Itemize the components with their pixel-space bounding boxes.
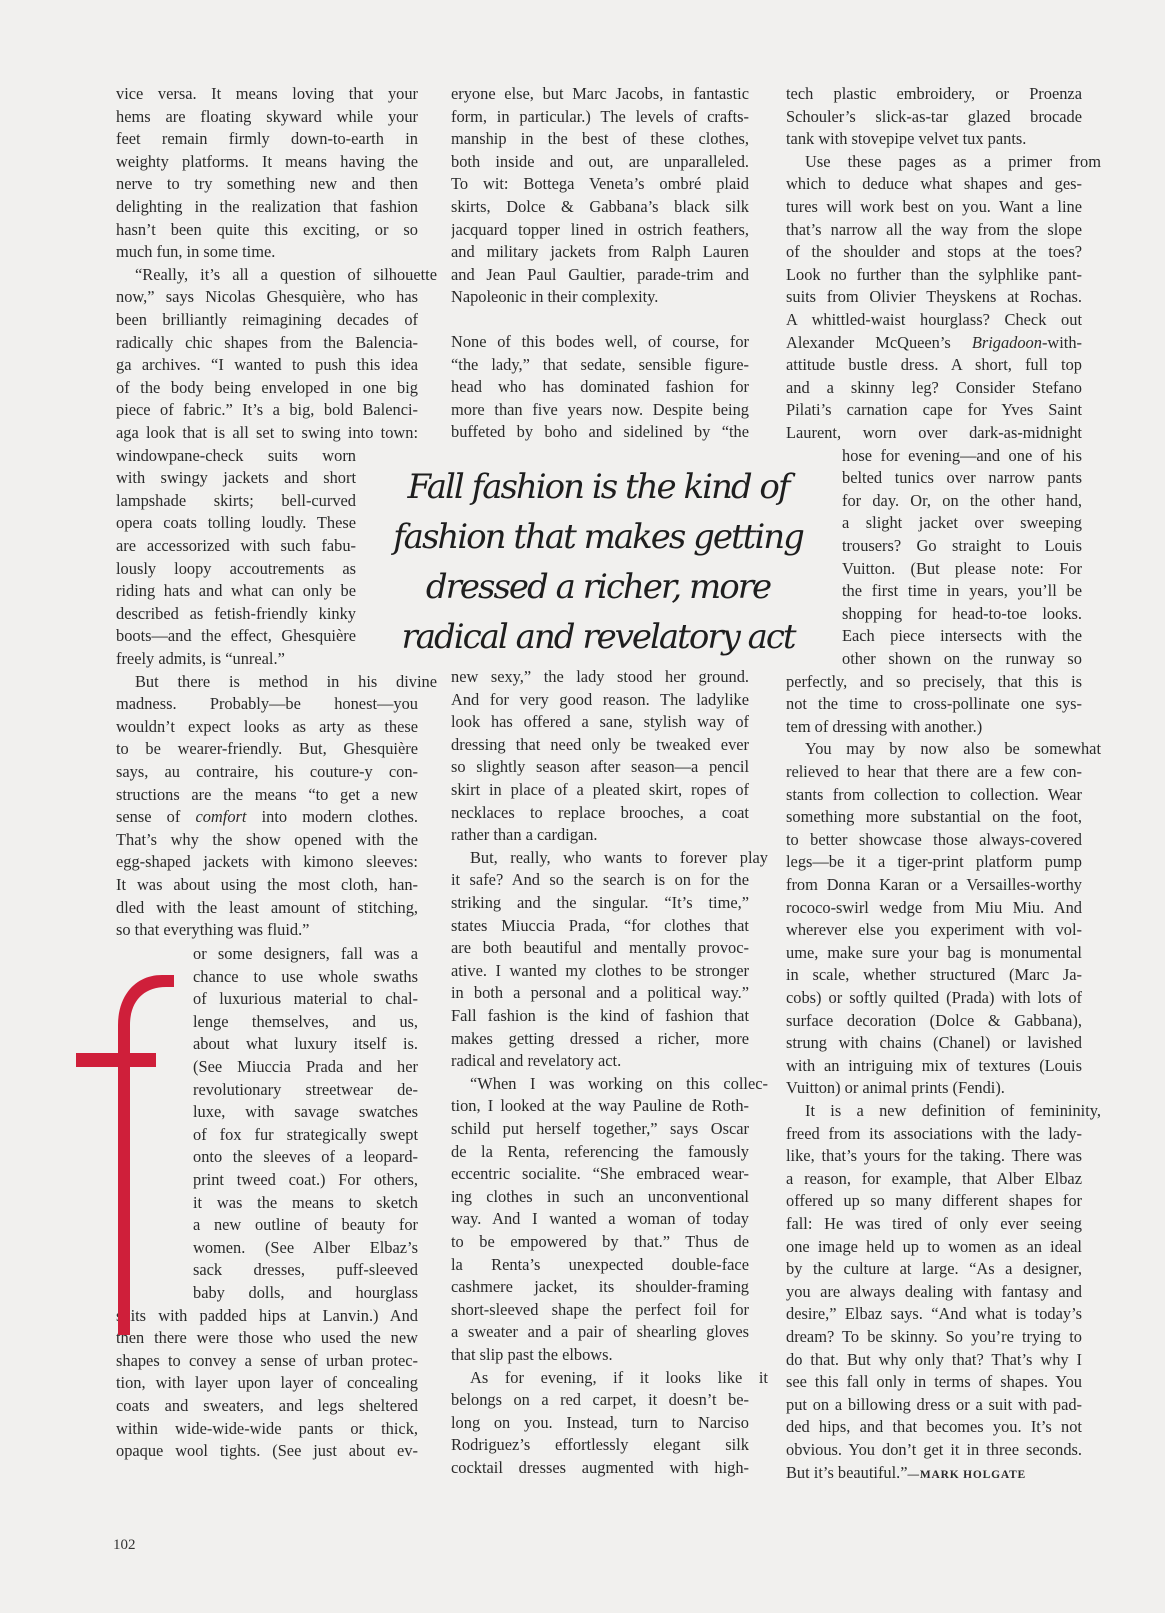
text-line: luxe, with savage swatches	[193, 1102, 418, 1122]
text-line: both inside and out, are unparalleled.	[451, 151, 749, 171]
text-line: baby dolls, and hourglass	[193, 1283, 418, 1302]
text-line: wherever else you experiment with vol-	[786, 920, 1082, 940]
text-line: to be empowered by that.” Thus de	[451, 1232, 749, 1251]
text-line: dled with the least amount of stitching,	[116, 897, 418, 917]
text-line: manship in the best of these clothes,	[451, 129, 749, 149]
text-line: striking and the singular. “It’s time,”	[451, 893, 749, 912]
text-line: belted tunics over narrow pants	[842, 468, 1082, 488]
text-line: Alexander McQueen’s Brigadoon-with-	[786, 332, 1082, 352]
text-line: new sexy,” the lady stood her ground.	[451, 667, 749, 686]
text-line: Vuitton. (But please note: For	[842, 558, 1082, 578]
text-line: piece of fabric.” It’s a big, bold Balenci-	[116, 400, 418, 420]
text-line: to better showcase those always-covered	[786, 829, 1082, 849]
text-line: in both a personal and a political way.”	[451, 983, 749, 1003]
text-line: Napoleonic in their complexity.	[451, 287, 659, 307]
text-line: not the time to cross-pollinate one sys-	[786, 694, 1082, 714]
text-line: makes getting dressed a richer, more	[451, 1028, 749, 1048]
text-line: jacquard topper lined in ostrich feathers,	[451, 219, 749, 239]
text-line: delighting in the realization that fashion	[116, 197, 418, 216]
text-line: cashmere jacket, its shoulder-framing	[451, 1277, 749, 1297]
text-line: described as fetish-friendly kinky	[116, 603, 356, 623]
text-line: Pilati’s carnation cape for Yves Saint	[786, 400, 1082, 420]
text-line: dressing that need only be tweaked ever	[451, 734, 749, 754]
text-line: one image held up to women as an ideal	[786, 1236, 1082, 1256]
text-line: boots—and the effect, Ghesquière	[116, 626, 356, 646]
text-line: are both beautiful and mentally provoc-	[451, 938, 749, 958]
text-line: then there were those who used the new	[116, 1328, 418, 1348]
text-line: of the body being enveloped in one big	[116, 377, 418, 397]
text-line: skirts, Dolce & Gabbana’s black silk	[451, 197, 749, 216]
text-line: women. (See Alber Elbaz’s	[193, 1237, 418, 1257]
text-line: Laurent, worn over dark-as-midnight	[786, 423, 1082, 442]
text-line: lously loopy accoutrements as	[116, 558, 356, 578]
text-line: are accessorized with such fabu-	[116, 536, 356, 555]
text-line: and a skinny leg? Consider Stefano	[786, 377, 1082, 397]
text-line: radically chic shapes from the Balencia-	[116, 332, 418, 352]
text-line: Each piece intersects with the	[842, 626, 1082, 646]
text-line: says, au contraire, his couture-y con-	[116, 762, 418, 781]
text-line: Use these pages as a primer from	[805, 151, 1101, 171]
text-line: vice versa. It means loving that your	[116, 84, 418, 103]
text-line: skirt in place of a pleated skirt, ropes of	[451, 780, 749, 799]
text-line: surface decoration (Dolce & Gabbana),	[786, 1010, 1082, 1030]
text-line: tem of dressing with another.)	[786, 716, 983, 736]
text-line: But there is method in his divine	[135, 671, 437, 691]
text-line: in scale, whether structured (Marc Ja-	[786, 965, 1082, 985]
text-line: from Donna Karan or a Versailles-worthy	[786, 875, 1082, 894]
text-line: fall: He was tired of only ever seeing	[786, 1214, 1082, 1233]
text-line: revolutionary streetwear de-	[193, 1079, 418, 1099]
text-line: tech plastic embroidery, or Proenza	[786, 84, 1082, 103]
text-line: been brilliantly reimagining decades of	[116, 310, 418, 329]
text-line: tion, I looked at the way Pauline de Roth-	[451, 1096, 749, 1116]
text-line: opaque wool tights. (See just about ev-	[116, 1441, 418, 1461]
text-line: necklaces to replace brooches, a coat	[451, 802, 749, 822]
text-line: opera coats tolling loudly. These	[116, 513, 356, 533]
text-line: stants from collection to collection. Wear	[786, 784, 1082, 804]
text-line: la Renta’s unexpected double-face	[451, 1254, 749, 1274]
text-line: lenge themselves, and us,	[193, 1011, 418, 1031]
text-line: ume, make sure your bag is monumental	[786, 942, 1082, 962]
text-line: lampshade skirts; bell-curved	[116, 490, 356, 510]
text-line: tures will work best on you. Want a line	[786, 197, 1082, 216]
text-line: hasn’t been quite this exciting, or so	[116, 219, 418, 239]
text-line: None of this bodes well, of course, for	[451, 332, 749, 351]
text-line: or some designers, fall was a	[193, 944, 418, 963]
text-line: nerve to try something new and then	[116, 174, 418, 194]
text-line: desire,” Elbaz says. “And what is today’s	[786, 1304, 1082, 1324]
pull-quote-line: fashion that makes getting	[393, 517, 803, 557]
text-line: shopping for head-to-toe looks.	[842, 603, 1082, 623]
text-line: perfectly, and so precisely, that this is	[786, 671, 1082, 691]
text-line: sack dresses, puff-sleeved	[193, 1260, 418, 1280]
text-line: egg-shaped jackets with kimono sleeves:	[116, 852, 418, 872]
text-line: feet remain firmly down-to-earth in	[116, 129, 418, 149]
text-line: offered up so many different shapes for	[786, 1191, 1082, 1211]
text-line: trousers? Go straight to Louis	[842, 536, 1082, 555]
text-line: states Miuccia Prada, “for clothes that	[451, 915, 749, 935]
text-line: aga look that is all set to swing into town:	[116, 423, 418, 442]
pull-quote-line: radical and revelatory act	[401, 617, 795, 657]
text-line: of luxurious material to chal-	[193, 989, 418, 1009]
text-line: weighty platforms. It means having the	[116, 151, 418, 171]
text-line: now,” says Nicolas Ghesquière, who has	[116, 287, 418, 307]
text-line: do that. But why only that? That’s why I	[786, 1349, 1082, 1369]
text-line: and Jean Paul Gaultier, parade-trim and	[451, 264, 749, 284]
text-line: Vuitton) or animal prints (Fendi).	[786, 1078, 1005, 1098]
text-line: within wide-wide-wide pants or thick,	[116, 1418, 418, 1438]
text-line: rather than a cardigan.	[451, 825, 598, 845]
text-line: strung with chains (Chanel) or lavished	[786, 1033, 1082, 1053]
text-line: by the culture at large. “As a designer,	[786, 1259, 1082, 1279]
text-line: other shown on the runway so	[842, 649, 1082, 668]
text-line: with swingy jackets and short	[116, 468, 356, 488]
text-line: To wit: Bottega Veneta’s ombré plaid	[451, 174, 749, 194]
text-line: rococo-swirl wedge from Miu Miu. And	[786, 897, 1082, 917]
text-line: hems are floating skyward while your	[116, 106, 418, 126]
text-line: it was the means to sketch	[193, 1192, 418, 1212]
text-line: eccentric socialite. “She embraced wear-	[451, 1164, 749, 1184]
text-line: form, in particular.) The levels of crafts-	[451, 106, 749, 126]
text-line: coats and sweaters, and legs sheltered	[116, 1396, 418, 1415]
text-line: de la Renta, referencing the famously	[451, 1141, 749, 1161]
text-line: of the shoulder and stops at the toes?	[786, 242, 1082, 262]
text-line: dream? To be skinny. So you’re trying to	[786, 1327, 1082, 1346]
text-line: attitude bustle dress. A short, full top	[786, 355, 1082, 375]
pull-quote-line: Fall fashion is the kind of	[407, 467, 789, 507]
text-line: way. And I wanted a woman of today	[451, 1209, 749, 1229]
text-line: a sweater and a pair of shearling gloves	[451, 1322, 749, 1342]
author-signature: —MARK HOLGATE	[907, 1468, 1027, 1481]
text-line: for day. Or, on the other hand,	[842, 490, 1082, 510]
text-line: As for evening, if it looks like it	[470, 1367, 768, 1387]
text-line: It was about using the most cloth, han-	[116, 875, 418, 894]
emphasis: Brigadoon	[971, 332, 1042, 352]
text-line: which to deduce what shapes and ges-	[786, 174, 1082, 194]
text-line: something more substantial on the foot,	[786, 807, 1082, 827]
text-line: legs—be it a tiger-print platform pump	[786, 852, 1082, 872]
text-line: And for very good reason. The ladylike	[451, 689, 749, 709]
text-line: tion, with layer upon layer of concealing	[116, 1373, 418, 1393]
text-line: the first time in years, you’ll be	[842, 581, 1082, 601]
text-line: like, that’s yours for the taking. There was	[786, 1146, 1082, 1166]
text-line: head who has dominated fashion for	[451, 377, 749, 397]
emphasis: comfort	[195, 807, 247, 827]
text-line: structions are the means “to get a new	[116, 784, 418, 804]
text-line: relieved to hear that there are a few con-	[786, 762, 1082, 781]
text-line: about what luxury itself is.	[193, 1034, 418, 1054]
text-line: short-sleeved shape the perfect foil for	[451, 1299, 749, 1319]
text-line: that’s narrow all the way from the slope	[786, 219, 1082, 239]
text-line: A whittled-waist hourglass? Check out	[786, 310, 1082, 329]
text-line: look has offered a sane, stylish way of	[451, 712, 749, 732]
text-line: onto the sleeves of a leopard-	[193, 1147, 418, 1167]
text-line: buffeted by boho and sidelined by “the	[451, 422, 749, 442]
text-line: ative. I wanted my clothes to be stronger	[451, 960, 749, 980]
text-line: belongs on a red carpet, it doesn’t be-	[451, 1390, 749, 1410]
text-line: cocktail dresses augmented with high-	[451, 1458, 749, 1477]
text-line: you are always dealing with fantasy and	[786, 1281, 1082, 1301]
pull-quote	[378, 462, 818, 662]
text-line: hose for evening—and one of his	[842, 445, 1082, 465]
text-line: You may by now also be somewhat	[805, 739, 1101, 759]
text-line: a reason, for example, that Alber Elbaz	[786, 1168, 1082, 1188]
drop-cap-letter-f	[70, 975, 180, 1335]
text-line: tank with stovepipe velvet tux pants.	[786, 129, 1027, 149]
text-line: more than five years now. Despite being	[451, 399, 749, 419]
text-line: that slip past the elbows.	[451, 1345, 613, 1364]
text-line: put on a billowing dress or a suit with pad-	[786, 1394, 1082, 1414]
text-line: freed from its associations with the lady-	[786, 1123, 1082, 1143]
text-line: ded hips, and that becomes you. It’s not	[786, 1417, 1082, 1437]
text-line: of fox fur strategically swept	[193, 1124, 418, 1144]
text-line: schild put herself together,” says Oscar	[451, 1119, 749, 1138]
text-line: it safe? And so the search is on for the	[451, 870, 749, 890]
text-line: Fall fashion is the kind of fashion that	[451, 1006, 749, 1025]
text-line: radical and revelatory act.	[451, 1051, 622, 1071]
text-line: windowpane-check suits worn	[116, 445, 356, 465]
text-line: Look no further than the sylphlike pant-	[786, 264, 1082, 284]
text-line: shapes to convey a sense of urban protec-	[116, 1350, 418, 1370]
text-line: print tweed coat.) For others,	[193, 1170, 418, 1189]
text-line: so that everything was fluid.”	[116, 920, 310, 940]
text-line: and military jackets from Ralph Lauren	[451, 242, 749, 262]
text-line: But, really, who wants to forever play	[470, 847, 768, 867]
text-line: to be wearer-friendly. But, Ghesquière	[116, 739, 418, 759]
text-line: Rodriguez’s effortlessly elegant silk	[451, 1435, 749, 1455]
text-line: long on you. Instead, turn to Narciso	[451, 1412, 749, 1432]
text-line: much fun, in some time.	[116, 242, 276, 262]
text-line: wouldn’t expect looks as arty as these	[116, 716, 418, 736]
text-line: “Really, it’s all a question of silhouette	[135, 264, 437, 284]
text-line: obvious. You don’t get it in three seconds.	[786, 1440, 1082, 1459]
text-line: “the lady,” that sedate, sensible figure-	[451, 354, 749, 374]
text-line: (See Miuccia Prada and her	[193, 1057, 418, 1076]
text-line: freely admits, is “unreal.”	[116, 649, 285, 668]
text-line: madness. Probably—be honest—you	[116, 694, 418, 714]
text-line: suits with padded hips at Lanvin.) And	[116, 1305, 418, 1325]
text-line: eryone else, but Marc Jacobs, in fantastic	[451, 84, 749, 103]
pull-quote-line: dressed a richer, more	[425, 567, 771, 607]
text-line: It is a new definition of femininity,	[805, 1101, 1101, 1120]
text-line: Schouler’s slick-as-tar glazed brocade	[786, 106, 1082, 126]
text-line: so slightly season after season—a pencil	[451, 757, 749, 777]
text-line: cobs) or softly quilted (Prada) with lots of	[786, 988, 1082, 1007]
page-number: 102	[113, 1537, 136, 1553]
text-line: But it’s beautiful.”—MARK HOLGATE	[786, 1462, 1027, 1482]
text-line: ing clothes in such an unconventional	[451, 1186, 749, 1206]
text-line: a new outline of beauty for	[193, 1215, 418, 1235]
text-line: a slight jacket over sweeping	[842, 513, 1082, 533]
text-line: sense of comfort into modern clothes.	[116, 807, 418, 827]
drop-cap	[70, 975, 180, 1340]
text-line: see this fall only in terms of shapes. You	[786, 1372, 1082, 1392]
text-line: riding hats and what can only be	[116, 581, 356, 601]
text-line: chance to use whole swaths	[193, 966, 418, 986]
text-line: ga archives. “I wanted to push this idea	[116, 355, 418, 375]
text-line: suits from Olivier Theyskens at Rochas.	[786, 287, 1082, 307]
text-line: with an intriguing mix of textures (Louis	[786, 1055, 1082, 1075]
text-line: That’s why the show opened with the	[116, 829, 418, 849]
text-line: “When I was working on this collec-	[470, 1073, 768, 1093]
